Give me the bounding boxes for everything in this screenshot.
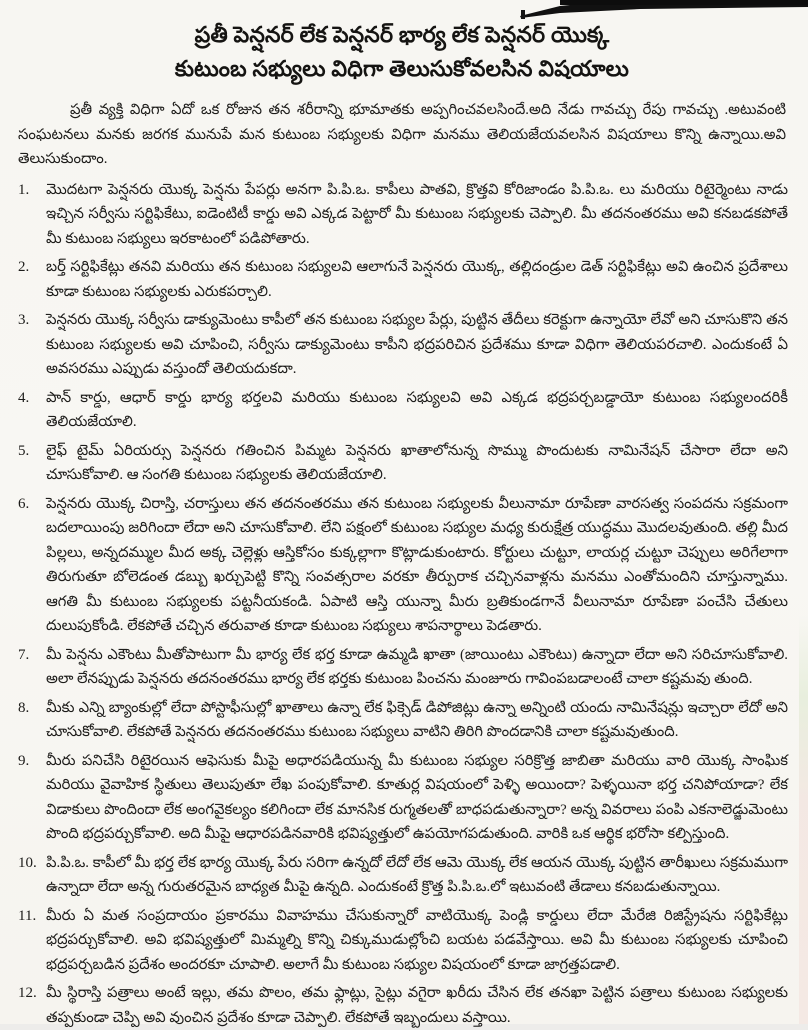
item-number: 12. <box>16 981 46 1006</box>
item-number: 3. <box>16 308 46 333</box>
item-text: పెన్షనరు యొక్క చిరాస్తి, చరాస్తులు తన తదనంతరము తన కుటుంబ సభ్యులకు వీలునామా రూపేణా వారసత్వ సంపదను సక్రమంగా బదలాయింపు జరిగిందా లేదా అని చూసుకోవాలి. లేని పక్షంలో కుటుంబ సభ్యుల మధ్య కురుక్షేత్ర యుద్ధము మొదలవుతుంది. తల్లి మీద పిల్లలు, అన్నదమ్ముల మీద అక్క చెల్లెళ్లు ఆస్తికోసం కుక్కల్లాగా కొట్లాడుకుంటారు. కోర్టులు చుట్టూ, లాయర్ల చుట్టూ చెప్పులు అరిగేలాగా తిరుగుతూ బోలెడంత డబ్బు ఖర్చుపెట్టి కొన్ని సంవత్సరాల వరకూ తీర్పురాక చచ్చినవాళ్లను మనము ఎంతోమందిని చూస్తున్నాము. ఆగతి మీ కుటుంబ సభ్యులకు పట్టనీయకండి. ఏపాటి ఆస్తి యున్నా మీరు బ్రతికుండగానే వీలునామా రూపేణా పంచేసి చేతులు దులుపుకోండి. లేకపోతే చచ్చిన తరువాత కూడా కుటుంబ సభ్యులు శాపనార్థాలు పెడతారు. <box>46 492 788 639</box>
list-item <box>16 981 788 1030</box>
document-title <box>76 20 728 84</box>
list-item <box>16 696 788 745</box>
title-line-2: కుటుంబ సభ్యులు విధిగా తెలుసుకోవలసిన విషయాలు <box>76 54 728 84</box>
item-number: 5. <box>16 439 46 464</box>
item-text: మీ పెన్షను ఎకౌంటు మీతోపాటుగా మీ భార్య లేక భర్త కూడా ఉమ్మడి ఖాతా (జాయింటు ఎకౌంటు) ఉన్నాదా లేదా అని సరిచూసుకోవాలి. అలా లేనప్పుడు పెన్షనరు తదనంతరము భార్య లేక భర్తకు కుటుంబ పించను మంజూరు గావింపబడాలంటే చాలా కష్టమవు తుంది. <box>46 643 788 692</box>
list-item <box>16 386 788 435</box>
item-number: 8. <box>16 696 46 721</box>
item-number: 1. <box>16 178 46 203</box>
item-number: 6. <box>16 492 46 517</box>
item-number: 9. <box>16 749 46 774</box>
item-text: పెన్షనరు యొక్క సర్వీసు డాక్యుమెంటు కాపీలో తన కుటుంబ సభ్యుల పేర్లు, పుట్టిన తేదీలు కరెక్టుగా ఉన్నాయో లేవో అని చూసుకొని తన కుటుంబ సభ్యులకు అవి చూపించి, సర్వీసు డాక్యుమెంటు కాపీని భద్రపరిచిన ప్రదేశము కూడా విధిగా తెలియపరచాలి. ఎందుకంటే ఏ అవసరము ఎప్పుడు వస్తుందో తెలియదుకదా. <box>46 308 788 382</box>
item-text: పాన్ కార్డు, ఆధార్ కార్డు భార్య భర్తలవి మరియు కుటుంబ సభ్యులవి అవి ఎక్కడ భద్రపర్చబడ్డాయో కుటుంబ సభ్యులందరికీ తెలియజేయాలి. <box>46 386 788 435</box>
item-text: పి.పి.ఒ. కాపీలో మీ భర్త లేక భార్య యొక్క పేరు సరిగా ఉన్నదో లేదో లేక ఆమె యొక్క లేక ఆయన యొక్క పుట్టిన తారీఖులు సక్రమముగా ఉన్నాదా లేదా అన్న గురుతరమైన బాధ్యత మీపై ఉన్నది. ఎందుకంటే క్రొత్త పి.పి.ఒ.లో ఇటువంటి తేడాలు కనబడుతున్నాయి. <box>46 851 788 900</box>
item-text: మీరు పనిచేసి రిటైరయిన ఆఫెసుకు మీపై అధారపడియున్న మీ కుటుంబ సభ్యుల సరిక్రొత్త జాబితా మరియు వారి యొక్క సాంఘిక మరియు వైవాహిక స్థితులు తెలుపుతూ లేఖ పంపుకోవాలి. కూతుర్ల విషయంలో పెళ్ళి అయిందా? పెళ్ళయినా భర్త చనిపోయాడా? లేక విడాకులు పొందిందా లేక అంగవైకల్యం కలిగిందా లేక మానసిక రుగ్మతలతో బాధపడుతున్నారా? అన్న వివరాలు పంపి ఎకనాలెడ్జుమెంటు పొంది భద్రపర్చుకోవాలి. అది మీపై ఆధారపడినవారికి భవిష్యత్తులో ఉపయోగపడుతుంది. వారికి ఒక ఆర్థిక భరోసా కల్పిస్తుంది. <box>46 749 788 847</box>
item-text: లైఫ్ టైమ్ ఏరియర్సు పెన్షనరు గతించిన పిమ్మట పెన్షనరు ఖాతాలోనున్న సొమ్ము పొందుటకు నామినేషన్ చేసారా లేదా అని చూసుకోవాలి. ఆ సంగతి కుటుంబ సభ్యులకు తెలియజేయాలి. <box>46 439 788 488</box>
list-item <box>16 178 788 252</box>
item-text: మొదటగా పెన్షనరు యొక్క పెన్షను పేపర్లు అనగా పి.పి.ఒ. కాపీలు పాతవి, క్రొత్తవి కోరిజాండం పి.పి.ఒ. లు మరియు రిటైర్మెంటు నాడు ఇచ్చిన సర్వీసు సర్టిఫికేటు, ఐడెంటిటీ కార్డు అవి ఎక్కడ పెట్టారో మీ కుటుంబ సభ్యులకు చెప్పాలి. మీ తదనంతరము అవి కనబడకపోతే మీ కుటుంబ సభ్యులు ఇరకాటంలో పడిపోతారు. <box>46 178 788 252</box>
title-line-1: ప్రతీ పెన్షనర్ లేక పెన్షనర్ భార్య లేక పెన్షనర్ యొక్క <box>76 20 728 50</box>
item-number: 7. <box>16 643 46 668</box>
item-number: 4. <box>16 386 46 411</box>
list-item <box>16 851 788 900</box>
list-item <box>16 439 788 488</box>
item-number: 2. <box>16 255 46 280</box>
item-text: మీరు ఏ మత సంప్రదాయం ప్రకారము వివాహము చేసుకున్నారో వాటియొక్క పెండ్లి కార్డులు లేదా మేరేజి రిజిస్ట్రేషను సర్టిఫికేట్లు భద్రపర్చుకోవాలి. అవి భవిష్యత్తులో మిమ్మల్ని కొన్ని చిక్కుముడుల్లోంచి బయట పడవేస్తాయి. అవి మీ కుటుంబ సభ్యులకు చూపించి భద్రపర్చబడిన ప్రదేశం అందరకూ చూపాలి. అలాగే మీ కుటుంబ సభ్యుల విషయంలో కూడా జాగ్రత్తపడాలి. <box>46 904 788 978</box>
numbered-list <box>16 178 788 1030</box>
scan-edge-artifact <box>0 0 808 22</box>
item-text: బర్త్ సర్టిఫికేట్లు తనవి మరియు తన కుటుంబ సభ్యులవి ఆలాగునే పెన్షనరు యొక్క, తల్లిదండ్రుల డెత్ సర్టిఫికేట్లు అవి ఉంచిన ప్రదేశాలు కూడా కుటుంబ సభ్యులకు ఎరుకపర్చాలి. <box>46 255 788 304</box>
item-number: 10. <box>16 851 46 876</box>
list-item <box>16 255 788 304</box>
list-item <box>16 904 788 978</box>
list-item <box>16 749 788 847</box>
list-item <box>16 308 788 382</box>
item-text: మీ స్థిరాస్తి పత్రాలు అంటే ఇల్లు, తమ పొలం, తమ ఫ్లాట్లు, సైట్లు వగైరా ఖరీదు చేసిన లేక తనఖా పెట్టిన పత్రాలు కుటుంబ సభ్యులకు తప్పకుండా చెప్పి అవి వుంచిన ప్రదేశం కూడా చెప్పాలి. లేకపోతే ఇబ్బందులు వస్తాయి. <box>46 981 788 1030</box>
scan-tint-artifact <box>799 0 808 1024</box>
item-text: మీకు ఎన్ని బ్యాంకుల్లో లేదా పోస్టాఫీసుల్లో ఖాతాలు ఉన్నా లేక ఫిక్సెడ్ డిపోజిట్లు ఉన్నా అన్నింటి యందు నామినేషన్లు ఇచ్చారా లేదో అని చూసుకోవాలి. లేకపోతే పెన్షనరు తదనంతరము కుటుంబ సభ్యులు వాటిని తిరిగి పొందడానికి చాలా కష్టమవుతుంది. <box>46 696 788 745</box>
intro-paragraph: ప్రతీ వ్యక్తి విధిగా ఏదో ఒక రోజున తన శరీరాన్ని భూమాతకు అప్పగించవలసిందే.అది నేడు గావచ్చు రేపు గావచ్చు .అటువంటి సంఘటనలు మనకు జరగక మునుపే మన కుటుంబ సభ్యులకు విధిగా మనము తెలియజేయవలసిన విషయాలు కొన్ని ఉన్నాయి.అవి తెలుసుకుందాం. <box>18 98 786 172</box>
list-item <box>16 492 788 639</box>
item-number: 11. <box>16 904 46 929</box>
list-item <box>16 643 788 692</box>
